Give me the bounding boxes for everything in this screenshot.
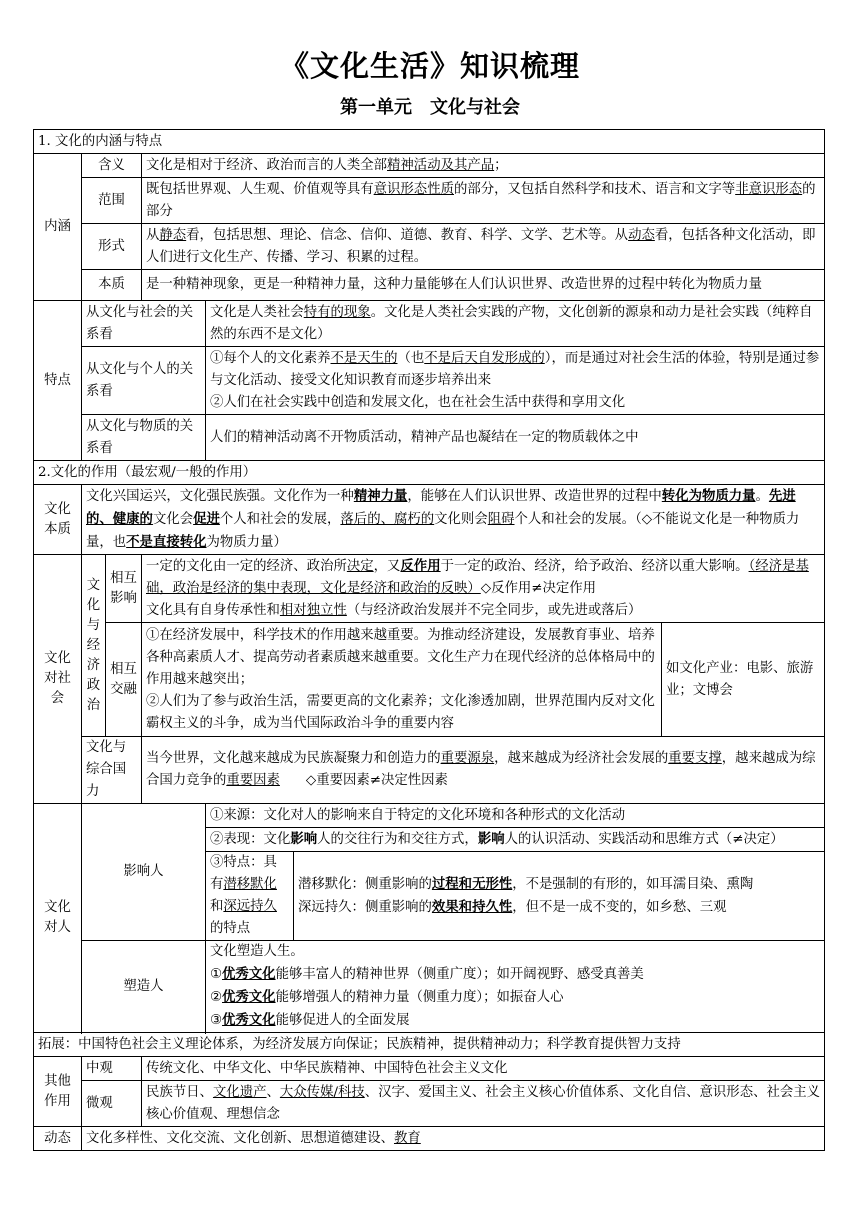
jiaorong-label: 相互交融 (106, 623, 142, 737)
yxr-feature-detail: 潜移默化：侧重影响的过程和无形性，不是强制的有形的，如耳濡目染、熏陶 深远持久：侧重影响的效果和持久性，但不是一成不变的，如乡愁、三观 (294, 852, 825, 941)
yingxiang-label: 相互影响 (106, 555, 142, 623)
shehui-label: 从文化与社会的关系看 (82, 301, 206, 347)
section-header-1: 1. 文化的内涵与特点 (34, 130, 825, 154)
hanyi-label: 含义 (82, 154, 142, 178)
qita-label: 其他作用 (34, 1057, 82, 1127)
yxr-expression: ②表现：文化影响人的交往行为和交往方式，影响人的认识活动、实践活动和思维方式（≠决定） (206, 828, 825, 852)
zhongguan-label: 中观 (82, 1057, 142, 1081)
dongtai-label: 动态 (34, 1127, 82, 1151)
jjzz-label: 文化与经济政治 (82, 555, 106, 737)
jiaorong-text: ①在经济发展中，科学技术的作用越来越重要。为推动经济建设，发展教育事业、培养各种高素质人才、提高劳动者素质越来越重要。文化生产力在现代经济的总体格局中的作用越来越突出； ②人们为了参与政治生活，需要更高的文化素养；文化渗透加剧，世界范围内反对文化霸权主义的斗争，成为当代国际政治斗争的重要内容 (142, 623, 662, 737)
duiren-label: 文化对人 (34, 804, 82, 1033)
xingshi-text: 从静态看，包括思想、理论、信念、信仰、道德、教育、科学、文学、艺术等。从动态看，包括各种文化活动，即人们进行文化生产、传播、学习、积累的过程。 (142, 224, 825, 270)
tuozhan-text: 拓展：中国特色社会主义理论体系，为经济发展方向保证；民族精神，提供精神动力；科学教育提供智力支持 (34, 1033, 825, 1057)
weiguan-label: 微观 (82, 1081, 142, 1127)
guoli-label: 文化与综合国力 (82, 737, 142, 804)
tedian-label: 特点 (34, 301, 82, 461)
geren-label: 从文化与个人的关系看 (82, 347, 206, 415)
unit-subtitle (0, 93, 860, 119)
zhongguan-text: 传统文化、中华文化、中华民族精神、中国特色社会主义文化 (142, 1057, 825, 1081)
fanwei-label: 范围 (82, 178, 142, 224)
page-title: 《文化生活》知识梳理 (279, 49, 580, 83)
unit-number: 第一单元 (340, 97, 412, 118)
yxr-feature: ③特点：具有潜移默化和深远持久的特点 (206, 852, 294, 941)
xingshi-label: 形式 (82, 224, 142, 270)
unit-name: 文化与社会 (430, 97, 520, 118)
wuzhi-text: 人们的精神活动离不开物质活动，精神产品也凝结在一定的物质载体之中 (206, 415, 825, 461)
szr-text: 文化塑造人生。 ①优秀文化能够丰富人的精神世界（侧重广度）；如开阔视野、感受真善美 ②优秀文化能够增强人的精神力量（侧重力度）；如振奋人心 ③优秀文化能够促进人的全面发展 (206, 941, 825, 1033)
yxr-label: 影响人 (82, 804, 206, 941)
benzhi-text: 是一种精神现象，更是一种精神力量，这种力量能够在人们认识世界、改造世界的过程中转化为物质力量 (142, 270, 825, 301)
geren-text: ①每个人的文化素养不是天生的（也不是后天自发形成的），而是通过对社会生活的体验，特别是通过参与文化活动、接受文化知识教育而逐步培养出来 ②人们在社会实践中创造和发展文化，也在社会生活中获得和享用文化 (206, 347, 825, 415)
jiaorong-side-note: 如文化产业：电影、旅游业；文博会 (662, 623, 825, 737)
szr-label: 塑造人 (82, 941, 206, 1033)
duishehui-label: 文化对社会 (34, 555, 82, 804)
dongtai-text: 文化多样性、文化交流、文化创新、思想道德建设、教育 (82, 1127, 825, 1151)
yingxiang-text: 一定的文化由一定的经济、政治所决定，又反作用于一定的政治、经济，给予政治、经济以重大影响。（经济是基础，政治是经济的集中表现，文化是经济和政治的反映）◇反作用≠决定作用 文化具有自身传承性和相对独立性（与经济政治发展并不完全同步，或先进或落后） (142, 555, 825, 623)
fanwei-text: 既包括世界观、人生观、价值观等具有意识形态性质的部分，又包括自然科学和技术、语言和文字等非意识形态的部分 (142, 178, 825, 224)
wenhua-benzhi-label: 文化本质 (34, 485, 82, 555)
wenhua-benzhi-text: 文化兴国运兴，文化强民族强。文化作为一种精神力量，能够在人们认识世界、改造世界的过程中转化为物质力量。先进的、健康的文化会促进个人和社会的发展，落后的、腐朽的文化则会阻碍个人和社会的发展。（◇不能说文化是一种物质力量，也不是直接转化为物质力量） (82, 485, 825, 555)
guoli-text: 当今世界，文化越来越成为民族凝聚力和创造力的重要源泉，越来越成为经济社会发展的重要支撑，越来越成为综合国力竞争的重要因素 ◇重要因素≠决定性因素 (142, 737, 825, 804)
neihan-label: 内涵 (34, 154, 82, 301)
shehui-text: 文化是人类社会特有的现象。文化是人类社会实践的产物，文化创新的源泉和动力是社会实践（纯粹自然的东西不是文化） (206, 301, 825, 347)
hanyi-text: 文化是相对于经济、政治而言的人类全部精神活动及其产品； (142, 154, 825, 178)
weiguan-text: 民族节日、文化遗产、大众传媒/科技、汉字、爱国主义、社会主义核心价值体系、文化自信、意识形态、社会主义核心价值观、理想信念 (142, 1081, 825, 1127)
wuzhi-label: 从文化与物质的关系看 (82, 415, 206, 461)
yxr-source: ①来源：文化对人的影响来自于特定的文化环境和各种形式的文化活动 (206, 804, 825, 828)
benzhi-label: 本质 (82, 270, 142, 301)
section-header-2: 2.文化的作用（最宏观/一般的作用） (34, 461, 825, 485)
knowledge-table (33, 129, 825, 1151)
